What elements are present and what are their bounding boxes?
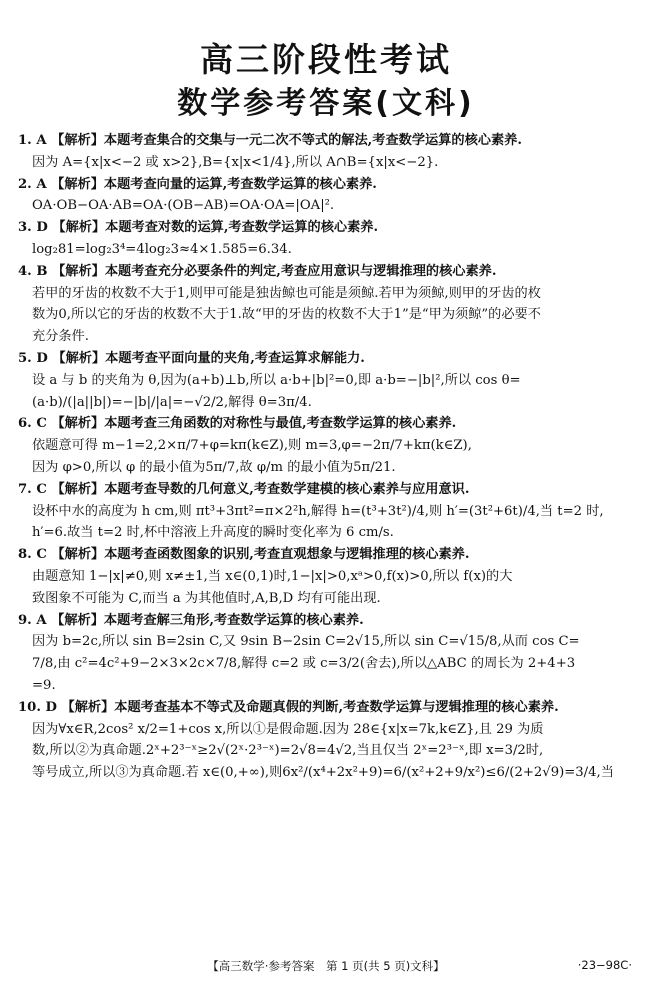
- explanation-line: h′=6.故当 t=2 时,杯中溶液上升高度的瞬时变化率为 6 cm/s.: [32, 525, 394, 541]
- answer-heading: 6. C 【解析】本题考查三角函数的对称性与最值,考查数学运算的核心素养.: [18, 416, 457, 432]
- explanation-line: 依题意可得 m−1=2,2×π/7+φ=kπ(k∈Z),则 m=3,φ=−2π/7+kπ(k∈Z),: [32, 438, 472, 454]
- explanation-line: 由题意知 1−|x|≠0,则 x≠±1,当 x∈(0,1)时,1−|x|>0,xᵃ>0,f(x)>0,所以 f(x)的大: [32, 568, 513, 584]
- answer-item: [18, 174, 640, 218]
- answer-item: [18, 413, 640, 478]
- explanation-line: =9.: [32, 677, 56, 693]
- explanation-line: 因为 φ>0,所以 φ 的最小值为5π/7,故 φ/m 的最小值为5π/21.: [32, 459, 396, 475]
- answer-heading: 5. D 【解析】本题考查平面向量的夹角,考查运算求解能力.: [18, 350, 365, 366]
- explanation-line: 因为∀x∈R,2cos² x/2=1+cos x,所以①是假命题.因为 28∈{x|x=7k,k∈Z},且 29 为质: [32, 721, 544, 737]
- answer-explanation: [18, 501, 640, 545]
- answer-heading: 9. A 【解析】本题考查解三角形,考查数学运算的核心素养.: [18, 612, 364, 628]
- answer-item: [18, 697, 640, 784]
- answer-heading: 10. D 【解析】本题考查基本不等式及命题真假的判断,考查数学运算与逻辑推理的核心素养.: [18, 699, 559, 715]
- answer-explanation: [18, 152, 640, 174]
- answer-heading: 8. C 【解析】本题考查函数图象的识别,考查直观想象与逻辑推理的核心素养.: [18, 547, 470, 563]
- answer-explanation: [18, 566, 640, 610]
- footer-page-info: 【高三数学·参考答案 第 1 页(共 5 页)文科】: [207, 959, 445, 973]
- page-title: 高三阶段性考试: [200, 40, 452, 79]
- answer-list: [18, 130, 640, 784]
- footer-code: ·23−98C·: [577, 958, 632, 972]
- explanation-line: log₂81=log₂3⁴=4log₂3≈4×1.585=6.34.: [32, 241, 292, 257]
- explanation-line: 致图象不可能为 C,而当 a 为其他值时,A,B,D 均有可能出现.: [32, 590, 381, 606]
- page-subtitle: 数学参考答案(文科): [177, 86, 475, 121]
- answer-item: [18, 217, 640, 261]
- answer-heading: 2. A 【解析】本题考查向量的运算,考查数学运算的核心素养.: [18, 176, 377, 192]
- explanation-line: 7/8,由 c²=4c²+9−2×3×2c×7/8,解得 c=2 或 c=3/2(舍去),所以△ABC 的周长为 2+4+3: [32, 656, 576, 672]
- answer-item: [18, 544, 640, 609]
- explanation-line: 因为 b=2c,所以 sin B=2sin C,又 9sin B−2sin C=2√15,所以 sin C=√15/8,从而 cos C=: [32, 634, 580, 650]
- answer-explanation: [18, 195, 640, 217]
- answer-item: [18, 261, 640, 348]
- answer-heading: 3. D 【解析】本题考查对数的运算,考查数学运算的核心素养.: [18, 220, 379, 236]
- answer-explanation: [18, 239, 640, 261]
- explanation-line: 设杯中水的高度为 h cm,则 πt³+3πt²=π×2²h,解得 h=(t³+3t²)/4,则 h′=(3t²+6t)/4,当 t=2 时,: [32, 503, 604, 519]
- answer-heading: 4. B 【解析】本题考查充分必要条件的判定,考查应用意识与逻辑推理的核心素养.: [18, 263, 497, 279]
- answer-explanation: [18, 283, 640, 348]
- answer-explanation: [18, 435, 640, 479]
- answer-item: [18, 348, 640, 413]
- explanation-line: 数,所以②为真命题.2ˣ+2³⁻ˣ≥2√(2ˣ·2³⁻ˣ)=2√8=4√2,当且仅当 2ˣ=2³⁻ˣ,即 x=3/2时,: [32, 743, 544, 759]
- answer-heading: 7. C 【解析】本题考查导数的几何意义,考查数学建模的核心素养与应用意识.: [18, 481, 470, 497]
- explanation-line: OA·OB−OA·AB=OA·(OB−AB)=OA·OA=|OA|².: [32, 198, 335, 214]
- explanation-line: 若甲的牙齿的枚数不大于1,则甲可能是独齿鲸也可能是须鲸.若甲为须鲸,则甲的牙齿的枚: [32, 285, 541, 301]
- answer-item: [18, 479, 640, 544]
- answer-item: [18, 610, 640, 697]
- answer-item: [18, 130, 640, 174]
- explanation-line: 数为0,所以它的牙齿的枚数不大于1.故“甲的牙齿的枚数不大于1”是“甲为须鲸”的必要不: [32, 307, 541, 323]
- explanation-line: (a·b)/(|a||b|)=−|b|/|a|=−√2/2,解得 θ=3π/4.: [32, 394, 312, 410]
- explanation-line: 等号成立,所以③为真命题.若 x∈(0,+∞),则6x²/(x⁴+2x²+9)=6/(x²+2+9/x²)≤6/(2+2√9)=3/4,当: [32, 765, 614, 781]
- answer-explanation: [18, 631, 640, 696]
- answer-explanation: [18, 719, 640, 784]
- explanation-line: 设 a 与 b 的夹角为 θ,因为(a+b)⊥b,所以 a·b+|b|²=0,即 a·b=−|b|²,所以 cos θ=: [32, 372, 521, 388]
- answer-explanation: [18, 370, 640, 414]
- answer-heading: 1. A 【解析】本题考查集合的交集与一元二次不等式的解法,考查数学运算的核心素养.: [18, 133, 522, 148]
- explanation-line: 充分条件.: [32, 329, 89, 345]
- explanation-line: 因为 A={x|x<−2 或 x>2},B={x|x<1/4},所以 A∩B={x|x<−2}.: [32, 154, 439, 170]
